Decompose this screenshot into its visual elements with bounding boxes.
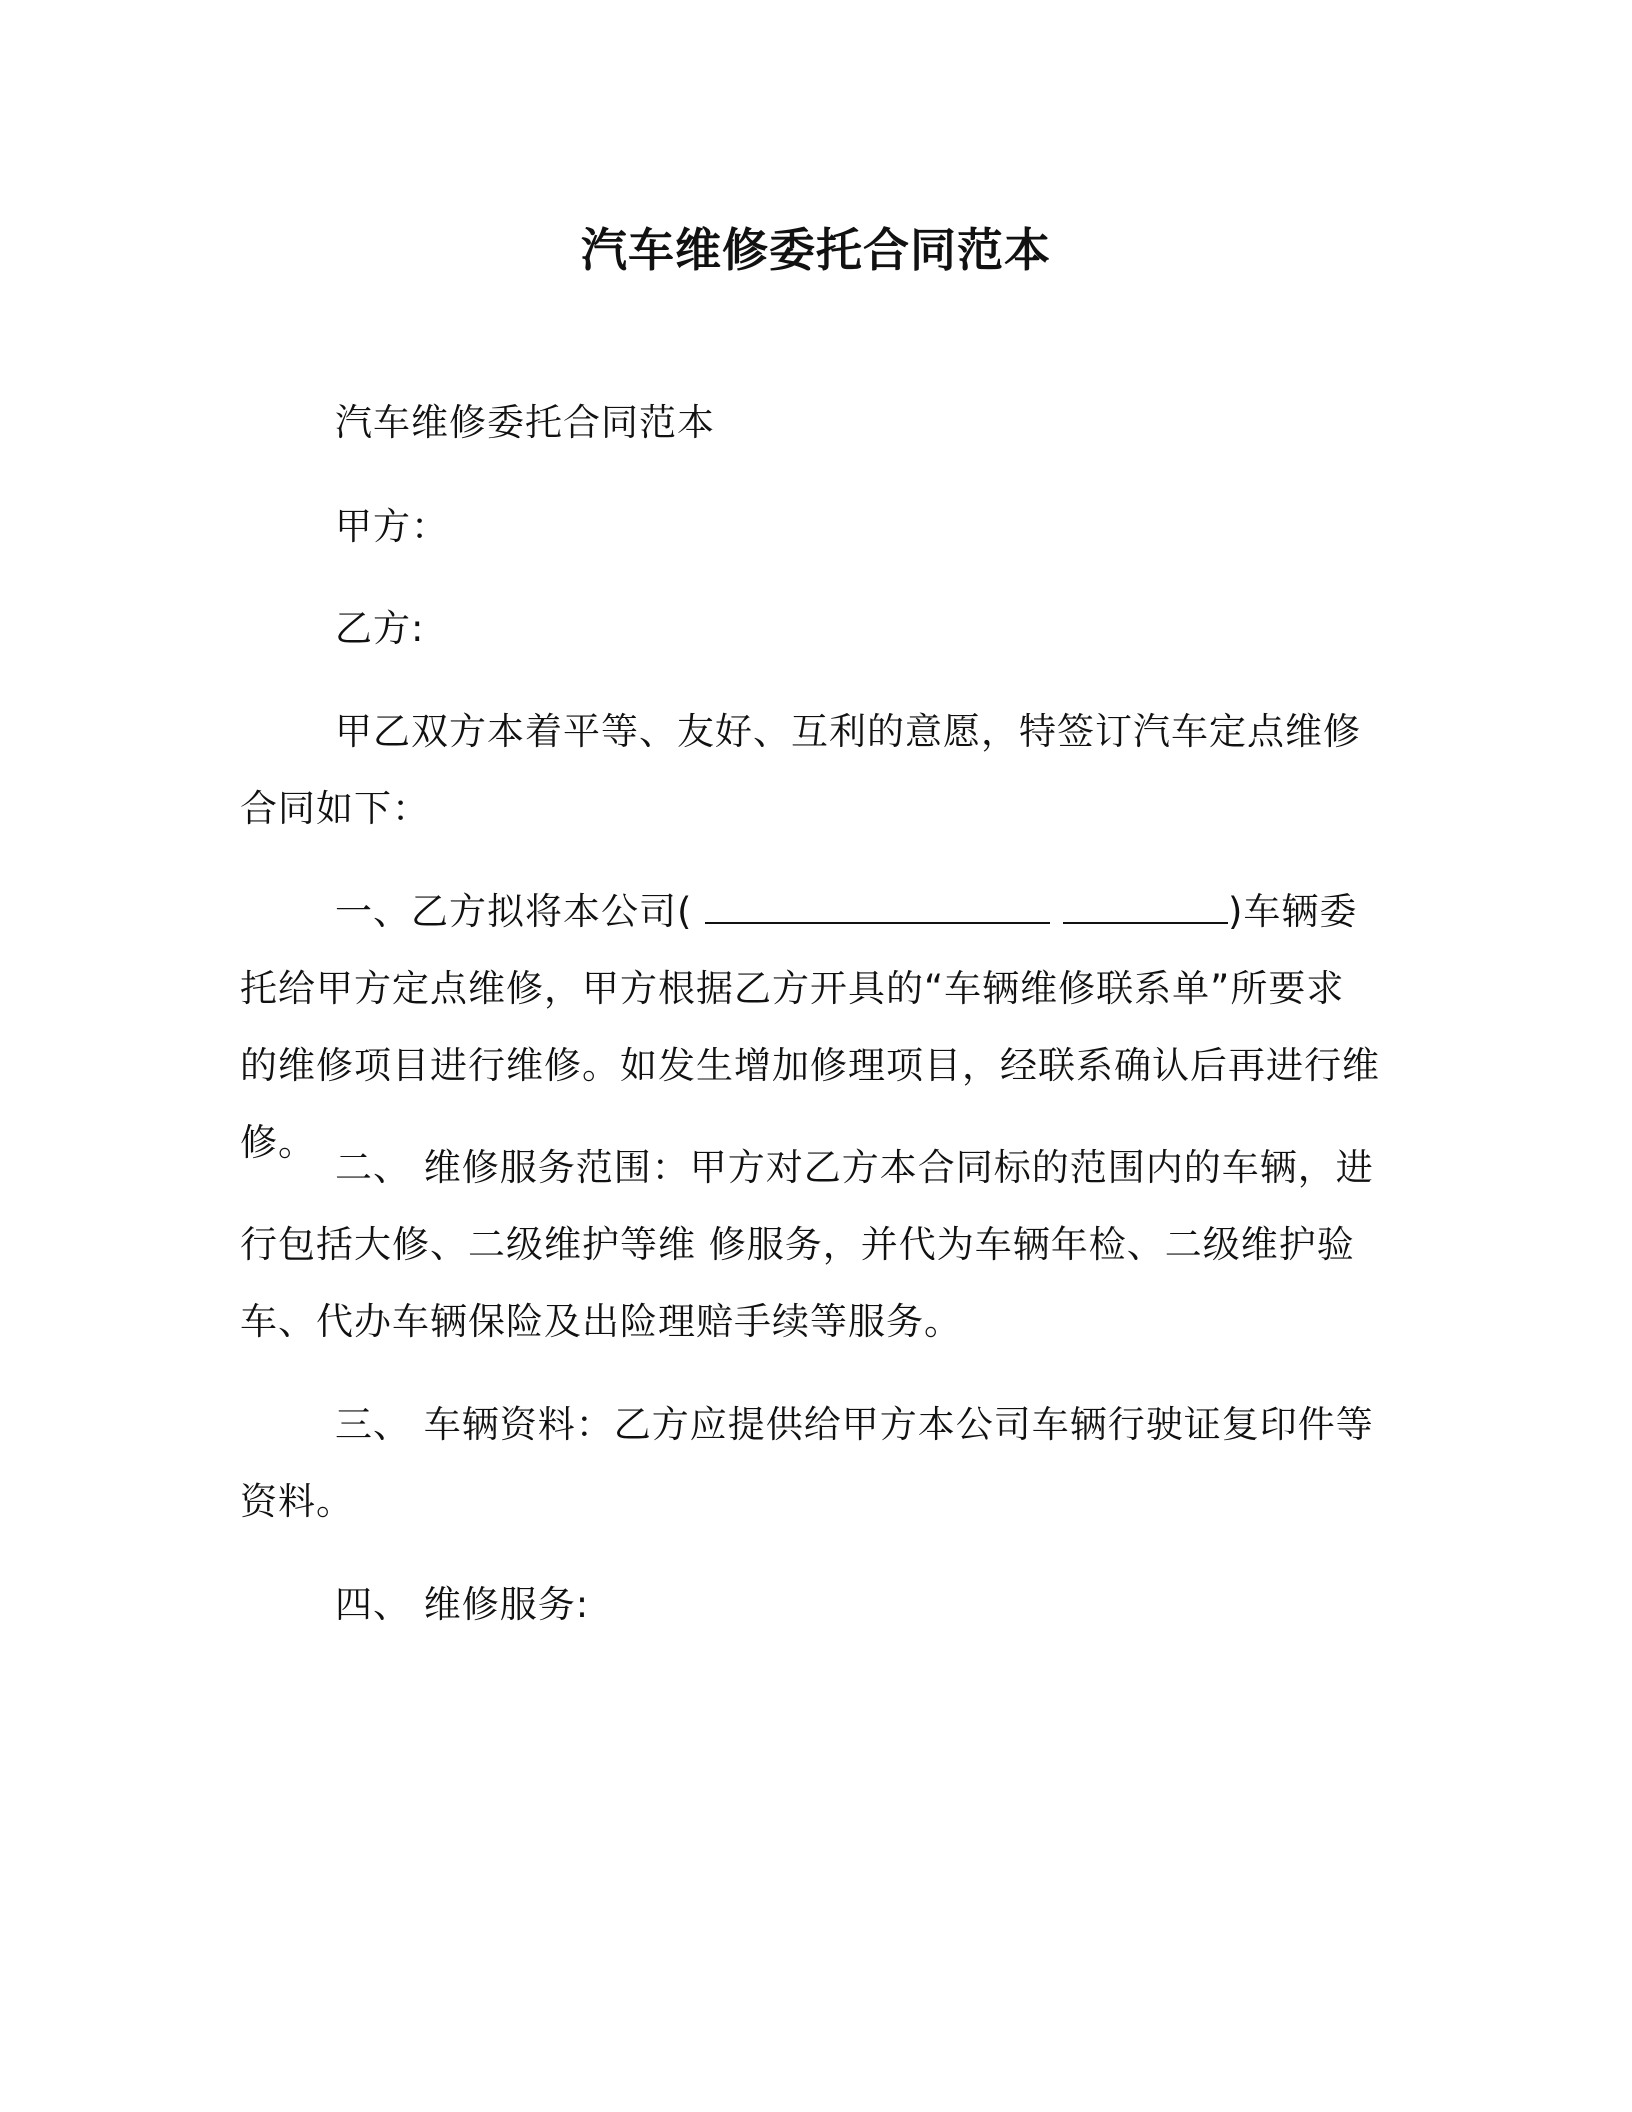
clause-2: 二、 维修服务范围：甲方对乙方本合同标的范围内的车辆，进行包括大修、二级维护等维 修服务，并代为车辆年检、二级维护验车、代办车辆保险及出险理赔手续等服务。 (240, 1146, 1374, 1343)
intro-paragraph: 甲乙双方本着平等、友好、互利的意愿，特签订汽车定点维修合同如下： (240, 710, 1361, 830)
document-subtitle: 汽车维修委托合同范本 (335, 401, 715, 444)
clause-4: 四、 维修服务: (335, 1583, 590, 1626)
clause-3: 三、 车辆资料：乙方应提供给甲方本公司车辆行驶证复印件等资料。 (240, 1403, 1374, 1523)
document-title: 汽车维修委托合同范本 (581, 223, 1051, 277)
blank-line (1063, 886, 1228, 924)
party-b-line: 乙方: (335, 607, 425, 650)
blank-line (705, 886, 1050, 924)
party-a-line: 甲方： (335, 505, 449, 548)
clause-1-prefix: 一、乙方拟将本公司( (335, 890, 693, 933)
clause-1-suffix: )车辆委托给甲方定点维修，甲方根据乙方开具的“车辆维修联系单”所要求的维修项目进行维修。如发生增加修理项目，经联系确认后再进行维修。 (240, 890, 1380, 1164)
